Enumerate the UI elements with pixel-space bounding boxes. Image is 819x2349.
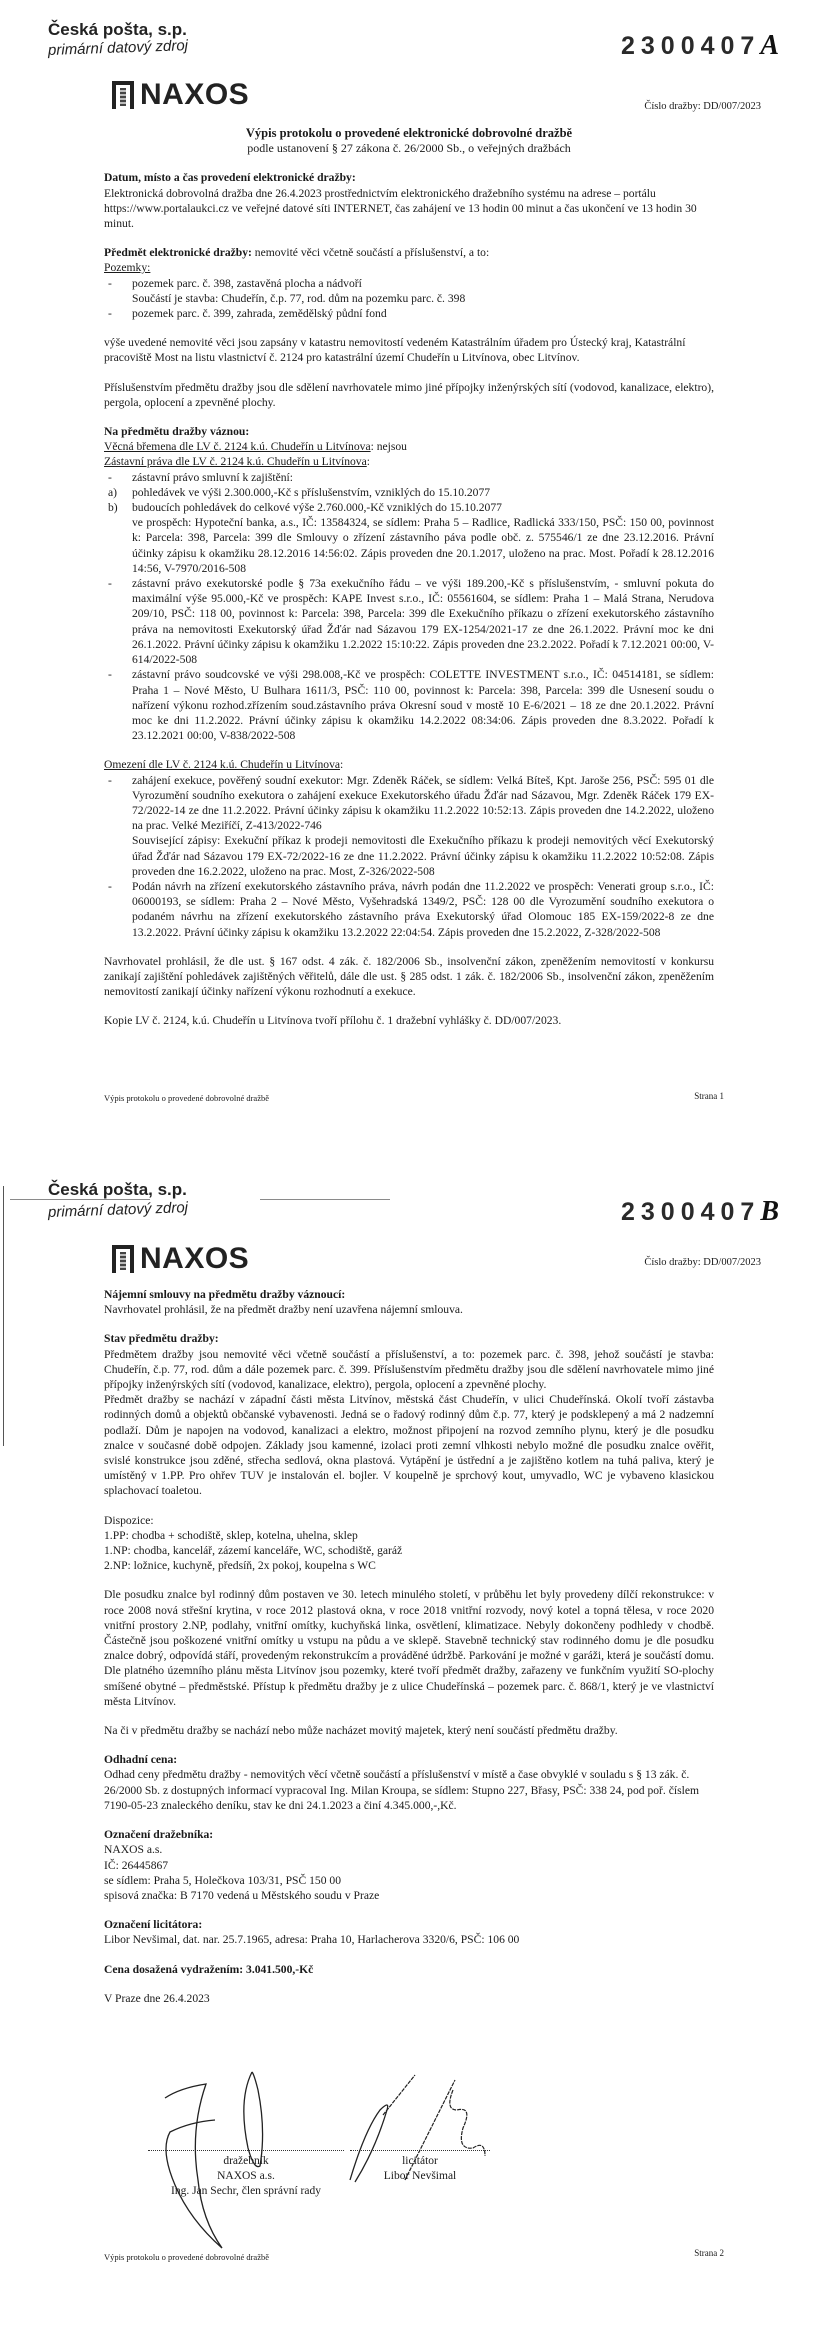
land-item: - pozemek parc. č. 398, zastavěná plocha a nádvoří (108, 276, 362, 290)
document-stamp (621, 1196, 779, 1228)
naxos-logo (112, 1242, 249, 1276)
logo-text: NAXOS (140, 78, 250, 111)
layout-item: 1.PP: chodba + schodiště, sklep, kotelna, uhelna, sklep (104, 1528, 358, 1542)
restrictions-label: Omezení dle LV č. 2124 k.ú. Chudeřín u Litvínova (104, 758, 341, 772)
land-label: Pozemky: (104, 261, 151, 275)
licitator-heading: Označení licitátora: (104, 1918, 203, 1932)
state-text: Předmětem dražby jsou nemovité věci včetně součástí a příslušenství, a to: pozemek parc. č. 398, jehož součástí je stavba: Chudeřín, č.p. 77, rod. dům a dále pozemek parc. č. 399. Příslušenstvím předmětu dražby jsou dle sdělení navrhovatele mimo jiné přípojky inženýrských sítí (vodovod, kanalizace, elektro), pergola, oplocení a zpevněné plochy. (104, 1347, 714, 1392)
page1-content (104, 126, 714, 1029)
lien-item-b: b) budoucích pohledávek do celkové výše 2.760.000,-Kč vzniklých do 15.10.2077 (108, 501, 502, 515)
page1-number: Strana 1 (694, 1091, 724, 1101)
lien-item: - zástavní právo exekutorské podle § 73a exekučního řádu – ve výši 189.200,-Kč s příslušenstvím, - smluvní pokuta do maximální výše 95.000,-Kč ve prospěch: KAPE Invest s.r.o., IČ: 05561604, se sídlem: Praha 1 – Malá Strana, Nerudova 209/10, PSČ: 118 00, povinnost k: Parcela: 398, Parcela: 399 dle Exekučního příkazu o zřízení exekutorského zástavního práva na nemovitosti Exekutorský úřad Žďár nad Sázavou 179 EX-1254/2021-17 ze dne 26.1.2022. Právní moc ke dni 26.1.2022. Právní účinky zápisu k okamžiku 1.2.2022 15:10:22. Zápis proveden dne 23.2.2022. Pořadí k 7.12.2021 00:00, V-614/2022-508 (108, 577, 714, 667)
licitator-text: Libor Nevšimal, dat. nar. 25.7.1965, adresa: Praha 10, Harlacherova 3320/6, PSČ: 106 00 (104, 1933, 520, 1947)
lease-heading: Nájemní smlouvy na předmětu dražby váznoucí: (104, 1288, 346, 1301)
layout-item: 1.NP: chodba, kancelář, zázemí kanceláře, WC, schodiště, garáž (104, 1544, 403, 1558)
stamp-number: 2300407 (620, 1198, 761, 1226)
auction-number: Číslo dražby: DD/007/2023 (644, 1257, 761, 1268)
stamp-number: 2300407 (620, 32, 761, 60)
document-subtitle: podle ustanovení § 27 zákona č. 26/2000 Sb., o veřejných dražbách (247, 141, 571, 156)
auction-number: Číslo dražby: DD/007/2023 (644, 101, 761, 112)
final-price-label: Cena dosažená vydražením: (104, 1962, 247, 1976)
cadastre-text: výše uvedené nemovité věci jsou zapsány v katastru nemovitostí vedeném Katastrálním úřadem pro Ústecký kraj, Katastrální pracoviště Most na listu vlastnictví č. 2124 pro katastrální území Chudeřín u Litvínova, obec Litvínov. (104, 336, 686, 365)
layout-item: 2.NP: ložnice, kuchyně, předsíň, 2x pokoj, koupelna s WC (104, 1559, 376, 1573)
copy-text: Kopie LV č. 2124, k.ú. Chudeřín u Litvínova tvoří přílohu č. 1 dražební vyhlášky č. DD/007/2023. (104, 1014, 562, 1028)
restriction-item: - Podán návrh na zřízení exekutorského zástavního práva, návrh podán dne 11.2.2022 ve prospěch: Venerati group s.r.o., IČ: 06000193, se sídlem: Praha 2 – Nové Město, Vyšehradská 1349/2, PSČ: 128 00 dle Vyrozumění soudního exekutora o podaném návrhu na zřízení exekutorského zástavního práva Exekutorský úřad Olomouc 185 EX-159/2022-8 ze dne 13.2.2022. Právní účinky zápisu k okamžiku 13.2.2022 22:04:54. Zápis proveden dne 15.2.2022, Z-328/2022-508 (108, 879, 714, 939)
easements-line (104, 439, 714, 454)
state-description: Předmět dražby se nachází v západní části města Litvínov, městská část Chudeřín, v ulici Chudeřínská. Okolí tvoří zástavba rodinných domů a objektů občanské vybavenosti. Jedná se o řadový rodinný dům č.p. 77, který je podsklepený a má 2 nadzemní podlaží. Dům je napojen na vodovod, kanalizaci a elektro, možnost připojení na rozvod zemního plynu, který je dle posudku znalce v současné době odpojen. Základy jsou kamenné, izolaci proti zemní vlhkosti nebylo možné dle posudku znalce ověřit, svislé konstrukce jsou zděné, střecha sedlová, okna plastová. Vytápění je ústřední a je zajištěno kotlem na tuhá paliva, který je umístěný v 1.PP. Pro ohřev TUV je instalován el. bojler. V koupelně je sprchový kout, umyvadlo, WC je vybaveno klasickou splachovací toaletou. (104, 1393, 714, 1498)
place-date: V Praze dne 26.4.2023 (104, 1991, 210, 2005)
subject-line (104, 245, 714, 260)
auctioneer-line: IČ: 26445867 (104, 1858, 169, 1872)
state-heading: Stav předmětu dražby: (104, 1332, 219, 1346)
lien-item-detail: ve prospěch: Hypoteční banka, a.s., IČ: 13584324, se sídlem: Praha 5 – Radlice, Radlická 333/150, PSČ: 150 00, povinnost k: Parcela: 398, Parcela: 399 dle Smlouvy o zřízení zástavního páva podle obč. z. 575546/1 ze dne 23.12.2016. Právní účinky zápisu k okamžiku 28.12.2016 14:56:02. Zápis proveden dne 20.1.2017, uloženo na prac. Most. Pořadí k 28.12.2016 14:56, V-7970/2016-508 (132, 516, 714, 575)
auctioneer-line: se sídlem: Praha 5, Holečkova 103/31, PSČ 150 00 (104, 1873, 342, 1887)
provider-subtitle: primární datový zdroj (47, 37, 189, 59)
final-price-value: 3.041.500,-Kč (246, 1962, 314, 1976)
estimate-text: Odhad ceny předmětu dražby - nemovitých věcí včetně součástí a příslušenství v místě a čase obvyklé v souladu s § 13 zák. č. 26/2000 Sb. z dostupných informací vypracoval Ing. Milan Kroupa, se sídlem: Stupno 227, Břasy, PSČ: 338 24, pod poř. číslem 7190-05-23 znaleckého deníku, stav ke dni 24.1.2023 a činí 4.345.000,-,Kč. (104, 1768, 699, 1812)
sig-role: licitátor (402, 2155, 438, 2167)
sig-company: NAXOS a.s. (217, 2170, 275, 2182)
naxos-logo-icon (112, 81, 134, 109)
land-item: - pozemek parc. č. 399, zahrada, zemědělský půdní fond (108, 307, 387, 321)
provider-subtitle: primární datový zdroj (47, 1199, 189, 1221)
page1-footer-title: Výpis protokolu o provedené dobrovolné dražbě (104, 1093, 269, 1103)
final-price (104, 1962, 714, 1977)
sig-person: Libor Nevšimal (383, 2170, 457, 2182)
auctioneer-line: spisová značka: B 7170 vedená u Městského soudu v Praze (104, 1888, 380, 1902)
encumbrances-heading: Na předmětu dražby váznou: (104, 425, 250, 439)
expert-text: Dle posudku znalce byl rodinný dům postaven ve 30. letech minulého století, v průběhu let byly provedeny dílčí rekonstrukce: v roce 2008 nová střešní krytina, v roce 2012 plastová okna, v roce 2018 vnitřní rozvody, nový kotel a topná tělesa, v roce 2020 vnitřní prostory 2.NP, podlahy, vnitřní omítky, kuchyňská linka, osvětlení, klimatizace. Nebyly dokončeny podhledy v chodbě. Částečně jsou poškozené vnitřní omítky u vstupu na půdu a ve sklepě. Stavebně technický stav rodinného domu je dle posudku znalce dobrý, odpovídá stáří, provedeným rekonstrukcím a prováděné údržbě. Parkování je možné v garáži, která je součástí domu. Dle platného územního plánu města Litvínov jsou pozemky, které tvoří předmět dražby, zařazeny ve funkčním využití SO-plochy smíšené obytné – předměstské. Přístup k předmětu dražby je z ulice Chudeřínská – pozemek parc. č. 868/1, který je ve vlastnictví města Litvínov. (104, 1588, 714, 1708)
land-item-building: Součástí je stavba: Chudeřín, č.p. 77, rod. dům na pozemku parc. č. 398 (132, 291, 466, 305)
logo-text: NAXOS (140, 1242, 250, 1275)
lease-text: Navrhovatel prohlásil, že na předmět dražby není uzavřena nájemní smlouva. (104, 1303, 463, 1317)
auctioneer-signature (120, 2070, 280, 2260)
liens-label: Zástavní práva dle LV č. 2124 k.ú. Chudeřín u Litvínova (104, 455, 367, 469)
lien-item: - zástavní právo soudcovské ve výši 298.008,-Kč ve prospěch: COLETTE INVESTMENT s.r.o., IČ: 04514181, se sídlem: Praha 1 – Nové Město, U Bulhara 1611/3, PSČ: 110 00, povinnost k: Parcela: 398, Parcela: 399 dle Usnesení soudu o nařízení výkonu rozhod.zřízením soud.zástavního práva Okresní soud v mostě 10 E-6/2021 – 18 ze dne 20.1.2022. Právní moc ke dni 11.2.2022. Právní účinky zápisu k okamžiku 14.2.2022 08:34:06. Zápis proveden dne 8.3.2022. Pořadí k 23.12.2021 00:00, V-838/2022-508 (108, 668, 714, 743)
lien-item: - zástavní právo smluvní k zajištění: (108, 470, 293, 484)
liens-line: Zástavní práva dle LV č. 2124 k.ú. Chudeřín u Litvínova: (104, 455, 370, 469)
auctioneer-heading: Označení dražebníka: (104, 1828, 214, 1842)
document-title: Výpis protokolu o provedené elektronické dobrovolné dražbě (245, 126, 573, 140)
page2-footer-title: Výpis protokolu o provedené dobrovolné dražbě (104, 2252, 269, 2262)
restrictions-line: Omezení dle LV č. 2124 k.ú. Chudeřín u Litvínova: (104, 758, 344, 772)
restriction-related: Související zápisy: Exekuční příkaz k prodeji nemovitosti dle Exekučního příkazu k prodeji nemovitých věcí Exekutorský úřad Žďár nad Sázavou 179 EX-72/2022-16 ze dne 11.2.2022. Právní účinky zápisu k okamžiku 11.2.2022 10:52:08. Zápis proveden dne 16.2.2022, uloženo na prac. Most, Z-326/2022-508 (132, 834, 714, 878)
provider-name: Česká pošta, s.p. (48, 1180, 187, 1199)
restriction-item: - zahájení exekuce, pověřený soudní exekutor: Mgr. Zdeněk Ráček, se sídlem: Velká Bíteš, Kpt. Jaroše 256, PSČ: 595 01 dle Vyrozumění soudního exekutora o zahájení exekuce Exekutorského úřadu Žďár nad Sázavou, Mgr. Zdeněk Ráček 179 EX-72/2022-14 ze dne 11.2.2022. Právní účinky zápisu k okamžiku 11.2.2022 10:52:13. Zápis proveden dne 14.2.2022, uloženo na prac. Velké Meziříčí, Z-413/2022-746 (108, 773, 714, 833)
page2-number: Strana 2 (694, 2248, 724, 2258)
provider-name: Česká pošta, s.p. (48, 20, 187, 39)
movable-text: Na či v předmětu dražby se nachází nebo může nacházet movitý majetek, který není součástí předmětu dražby. (104, 1724, 618, 1738)
naxos-logo (112, 78, 249, 112)
layout-heading: Dispozice: (104, 1513, 154, 1527)
sig-person: Ing. Jan Sechr, člen správní rady (171, 2185, 321, 2197)
datetime-text: Elektronická dobrovolná dražba dne 26.4.2023 prostřednictvím elektronického dražebního systému na adrese – portálu https://www.portalaukci.cz ve veřejné datové síti INTERNET, čas zahájení ve 13 hodin 00 minut a čas ukončení ve 13 hodin 30 minut. (104, 186, 697, 231)
stamp-letter: A (760, 30, 779, 61)
stamp-letter: B (760, 1196, 779, 1227)
subject-heading: Předmět elektronické dražby: (104, 246, 252, 260)
document-page-2 (0, 1150, 819, 2349)
insolvency-text: Navrhovatel prohlásil, že dle ust. § 167 odst. 4 zák. č. 182/2006 Sb., insolvenční zákon, zpeněžením nemovitostí v konkursu zanikají zajištění pohledávek zajištěných věřitelů, dále dle ust. § 285 odst. 1 zák. č. 182/2006 Sb., insolvenční zákon, zpeněžením nemovitostí zanikají účinky nařízení výkonu rozhodnutí a exekuce. (104, 954, 714, 999)
easements-label: Věcná břemena dle LV č. 2124 k.ú. Chudeřín u Litvínova (104, 440, 371, 454)
document-stamp (621, 30, 779, 62)
subject-text: nemovité věci včetně součástí a příslušenství, a to: (251, 246, 490, 260)
document-page-1 (0, 0, 819, 1150)
sig-role: dražebník (223, 2155, 269, 2167)
easements-value: : nejsou (370, 440, 407, 454)
accessories-text: Příslušenstvím předmětu dražby jsou dle sdělení navrhovatele mimo jiné přípojky inženýrských sítí (vodovod, kanalizace, elektro), pergola, oplocení a zpevněné plochy. (104, 380, 714, 409)
auctioneer-line: NAXOS a.s. (104, 1843, 163, 1857)
lien-item-a: a) pohledávek ve výši 2.300.000,-Kč s příslušenstvím, vzniklých do 15.10.2077 (108, 485, 491, 499)
page2-content (104, 1287, 714, 2006)
datetime-heading: Datum, místo a čas provedení elektronické dražby: (104, 171, 356, 185)
licitator-signature (345, 2070, 495, 2190)
naxos-logo-icon (112, 1245, 134, 1273)
estimate-heading: Odhadní cena: (104, 1753, 178, 1767)
